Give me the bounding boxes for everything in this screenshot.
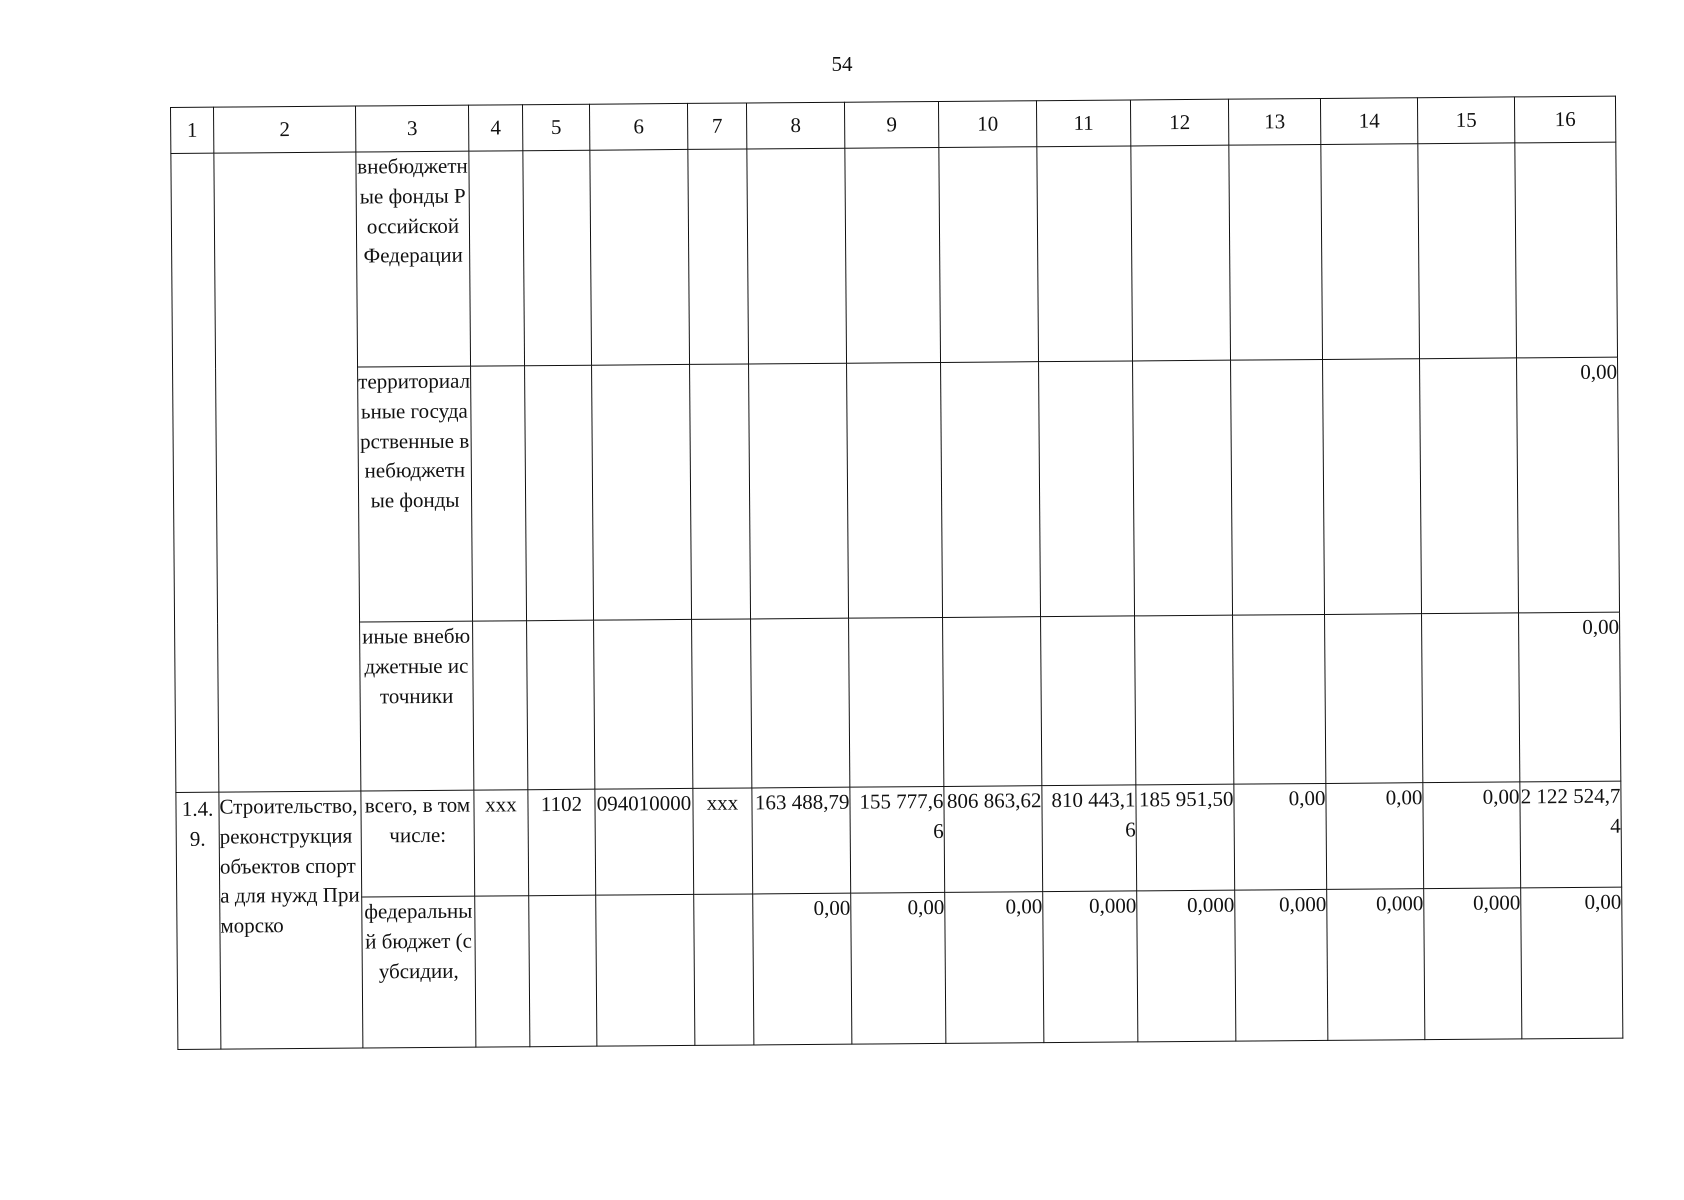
value-cell: 155 777,66 bbox=[850, 786, 945, 893]
value-cell: 094010000 bbox=[595, 788, 694, 895]
header-cell: 8 bbox=[746, 102, 844, 149]
item-number: 1.4.9. bbox=[176, 792, 221, 1049]
header-cell: 14 bbox=[1320, 98, 1417, 145]
header-cell: 16 bbox=[1514, 96, 1615, 143]
value-cell: 163 488,79 bbox=[752, 787, 851, 894]
empty-cell bbox=[214, 152, 361, 792]
value-cell: 0,00 bbox=[945, 892, 1044, 1044]
header-cell: 6 bbox=[589, 103, 687, 150]
table-row bbox=[176, 781, 1622, 898]
value-cell: 0,000 bbox=[1043, 891, 1138, 1043]
table-row bbox=[173, 357, 1620, 623]
table-row bbox=[175, 612, 1621, 792]
value-cell: 0,000 bbox=[1327, 889, 1425, 1041]
header-cell: 10 bbox=[938, 101, 1036, 148]
page-number: 54 bbox=[831, 52, 853, 76]
header-cell: 1 bbox=[171, 107, 214, 153]
item-name: Строительство, реконструкция объектов спорта для нужд Приморско bbox=[219, 791, 363, 1049]
value-cell: 0,00 bbox=[1234, 783, 1327, 890]
value-cell: ххх bbox=[693, 788, 753, 894]
value-cell: 0,00 bbox=[1423, 782, 1521, 889]
value-cell: 2 122 524,74 bbox=[1520, 781, 1622, 888]
header-cell: 3 bbox=[355, 105, 468, 152]
value-cell: 0,000 bbox=[1235, 889, 1328, 1041]
value-cell: 1102 bbox=[528, 789, 596, 896]
value-cell: ххх bbox=[474, 790, 529, 896]
value-cell: 0,00 bbox=[1326, 783, 1424, 890]
value-cell: 0,000 bbox=[1424, 888, 1522, 1040]
header-cell: 12 bbox=[1130, 99, 1228, 146]
budget-table bbox=[170, 96, 1623, 1050]
header-cell: 4 bbox=[468, 105, 522, 151]
funding-source-label: всего, в том числе: bbox=[361, 790, 475, 897]
header-cell: 5 bbox=[522, 104, 589, 151]
value-cell: 0,00 bbox=[1519, 612, 1621, 782]
value-cell: 806 863,62 bbox=[944, 786, 1043, 893]
funding-source-label: иные внебюджетные источники bbox=[360, 621, 474, 791]
header-cell: 7 bbox=[687, 103, 746, 149]
header-cell: 13 bbox=[1228, 98, 1320, 145]
value-cell: 185 951,50 bbox=[1136, 784, 1235, 891]
value-cell: 0,00 bbox=[851, 892, 946, 1044]
value-cell: 810 443,16 bbox=[1042, 785, 1137, 892]
header-cell: 11 bbox=[1036, 100, 1130, 147]
table-row bbox=[177, 887, 1623, 1049]
funding-source-label: внебюджетные фонды Российской Федерации bbox=[356, 151, 471, 367]
value-cell: 0,00 bbox=[1517, 357, 1620, 613]
value-cell: 0,000 bbox=[1137, 890, 1236, 1042]
empty-cell bbox=[171, 153, 219, 792]
header-cell: 15 bbox=[1417, 97, 1514, 144]
header-cell: 2 bbox=[214, 106, 356, 153]
value-cell: 0,00 bbox=[753, 893, 852, 1045]
funding-source-label: федеральный бюджет (субсидии, bbox=[362, 896, 476, 1048]
header-cell: 9 bbox=[844, 101, 938, 148]
funding-source-label: территориальные государственные внебюджетные фонды bbox=[358, 366, 473, 622]
table-row bbox=[171, 142, 1618, 368]
value-cell: 0,00 bbox=[1521, 887, 1623, 1039]
